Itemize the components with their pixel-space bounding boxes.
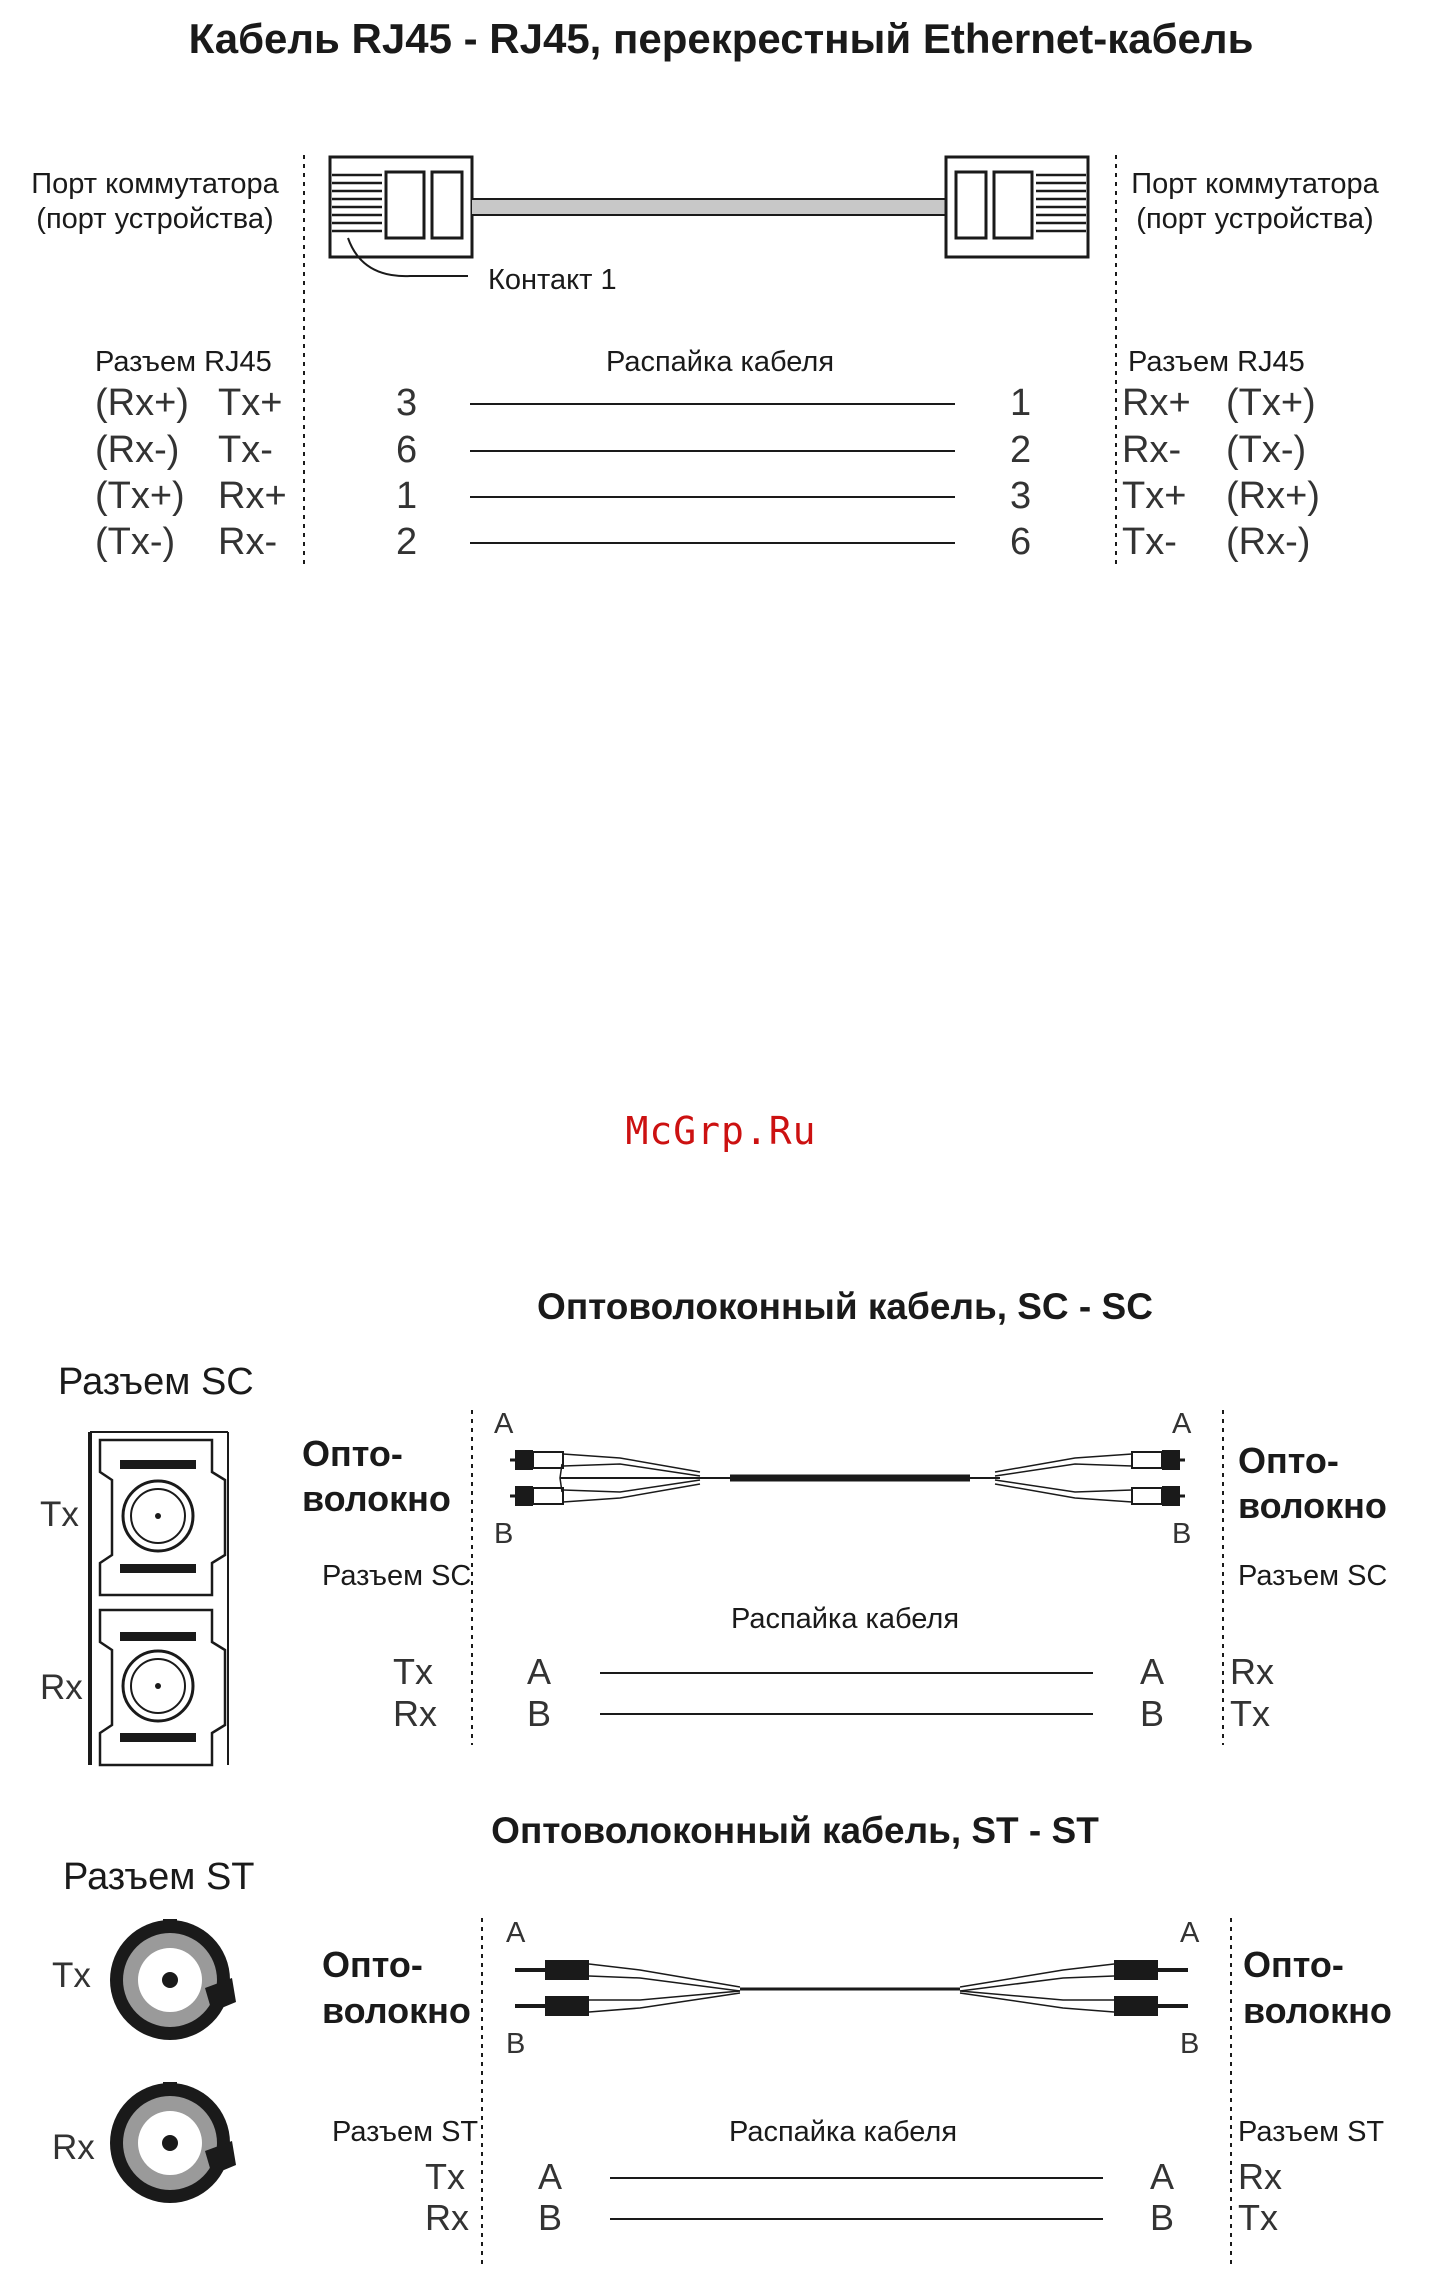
rj45-title: Кабель RJ45 - RJ45, перекрестный Ethernet-кабель (188, 15, 1254, 62)
sc-connector-label: Разъем SC (58, 1361, 254, 1403)
rj45-left-alt: (Tx+) (95, 475, 185, 517)
sc-fiber-right-line-1: Опто- (1238, 1440, 1339, 1481)
rj45-left-pin: 6 (396, 429, 418, 471)
sc-left-signal: Tx (393, 1651, 433, 1692)
sc-right-header: Разъем SC (1238, 1560, 1388, 1592)
sc-right-pin: B (1140, 1693, 1165, 1734)
sc-left-pin: A (527, 1651, 552, 1692)
rj45-right-alt: (Rx-) (1226, 521, 1311, 563)
sc-end-b-right: B (1172, 1518, 1192, 1550)
sc-end-b-left: B (494, 1518, 514, 1550)
st-right-pin: B (1150, 2197, 1175, 2238)
sc-end-a-right: A (1172, 1408, 1192, 1440)
st-end-b-left: B (506, 2028, 526, 2060)
st-tx-connector-icon (110, 1919, 236, 2040)
st-left-pin: A (538, 2156, 563, 2197)
sc-left-pin: B (527, 1693, 552, 1734)
rj45-left-alt: (Rx+) (95, 382, 189, 424)
st-right-signal: Tx (1238, 2197, 1278, 2238)
sc-right-signal: Rx (1230, 1651, 1274, 1692)
st-rx-label: Rx (52, 2128, 95, 2167)
rj45-right-pin: 6 (1010, 521, 1032, 563)
st-rx-connector-icon (110, 2082, 236, 2203)
st-tx-label: Tx (52, 1956, 91, 1995)
rj45-left-signal: Rx- (218, 521, 278, 563)
rj45-left-signal: Tx+ (218, 382, 283, 424)
st-connector-label: Разъем ST (63, 1856, 255, 1898)
st-left-signal: Rx (425, 2197, 469, 2238)
rj45-left-signal: Rx+ (218, 475, 287, 517)
sc-right-signal: Tx (1230, 1693, 1270, 1734)
sc-connector-icon (90, 1432, 228, 1765)
st-title: Оптоволоконный кабель, ST - ST (491, 1810, 1099, 1851)
st-fiber-left-line-2: волокно (322, 1990, 471, 2031)
rj45-left-port-line-2: (порт устройства) (36, 203, 274, 235)
rj45-right-header: Разъем RJ45 (1128, 346, 1305, 378)
rj45-right-port-line-2: (порт устройства) (1136, 203, 1374, 235)
watermark[interactable]: McGrp.Ru (625, 1109, 817, 1153)
sc-left-signal: Rx (393, 1693, 437, 1734)
rj45-cable (472, 199, 946, 215)
rj45-center-header: Распайка кабеля (605, 346, 835, 378)
sc-tx-label: Tx (40, 1495, 79, 1534)
st-diagram (110, 1918, 1231, 2265)
contact-1-label: Контакт 1 (488, 264, 617, 296)
rj45-right-alt: (Rx+) (1226, 475, 1320, 517)
sc-diagram (90, 1410, 1223, 1765)
rj45-left-pin: 2 (396, 521, 418, 563)
rj45-left-port-line-1: Порт коммутатора (31, 168, 279, 200)
sc-end-a-left: A (494, 1408, 514, 1440)
rj45-left-alt: (Tx-) (95, 521, 176, 563)
st-end-a-right: A (1180, 1917, 1200, 1949)
st-left-header: Разъем ST (332, 2116, 479, 2148)
st-fiber-cable (515, 1960, 1188, 2016)
st-fiber-right-line-2: волокно (1243, 1990, 1392, 2031)
st-center-header: Распайка кабеля (728, 2116, 958, 2148)
sc-right-pin: A (1140, 1651, 1165, 1692)
rj45-right-signal: Rx+ (1122, 382, 1191, 424)
st-fiber-right-line-1: Опто- (1243, 1944, 1344, 1985)
sc-title: Оптоволоконный кабель, SC - SC (537, 1286, 1153, 1327)
st-end-a-left: A (506, 1917, 526, 1949)
sc-fiber-left-line-2: волокно (302, 1478, 451, 1519)
st-right-header: Разъем ST (1238, 2116, 1385, 2148)
sc-left-header: Разъем SC (322, 1560, 472, 1592)
st-end-b-right: B (1180, 2028, 1200, 2060)
rj45-right-alt: (Tx-) (1226, 429, 1307, 471)
rj45-right-signal: Tx+ (1122, 475, 1187, 517)
rj45-right-signal: Rx- (1122, 429, 1182, 471)
rj45-right-port-line-1: Порт коммутатора (1131, 168, 1379, 200)
sc-center-header: Распайка кабеля (730, 1603, 960, 1635)
sc-fiber-cable (510, 1450, 1185, 1506)
rj45-right-pin: 3 (1010, 475, 1032, 517)
sc-rx-label: Rx (40, 1668, 83, 1707)
rj45-right-signal: Tx- (1122, 521, 1177, 563)
st-left-pin: B (538, 2197, 563, 2238)
rj45-left-plug (330, 157, 472, 257)
rj45-right-pin: 1 (1010, 382, 1032, 424)
sc-fiber-left-line-1: Опто- (302, 1433, 403, 1474)
st-right-signal: Rx (1238, 2156, 1282, 2197)
rj45-left-alt: (Rx-) (95, 429, 180, 471)
st-fiber-left-line-1: Опто- (322, 1944, 423, 1985)
rj45-left-pin: 1 (396, 475, 418, 517)
rj45-right-alt: (Tx+) (1226, 382, 1316, 424)
rj45-left-pin: 3 (396, 382, 418, 424)
st-left-signal: Tx (425, 2156, 465, 2197)
sc-fiber-right-line-2: волокно (1238, 1485, 1387, 1526)
rj45-right-plug (946, 157, 1088, 257)
rj45-right-pin: 2 (1010, 429, 1032, 471)
rj45-left-header: Разъем RJ45 (95, 346, 272, 378)
st-right-pin: A (1150, 2156, 1175, 2197)
rj45-left-signal: Tx- (218, 429, 273, 471)
